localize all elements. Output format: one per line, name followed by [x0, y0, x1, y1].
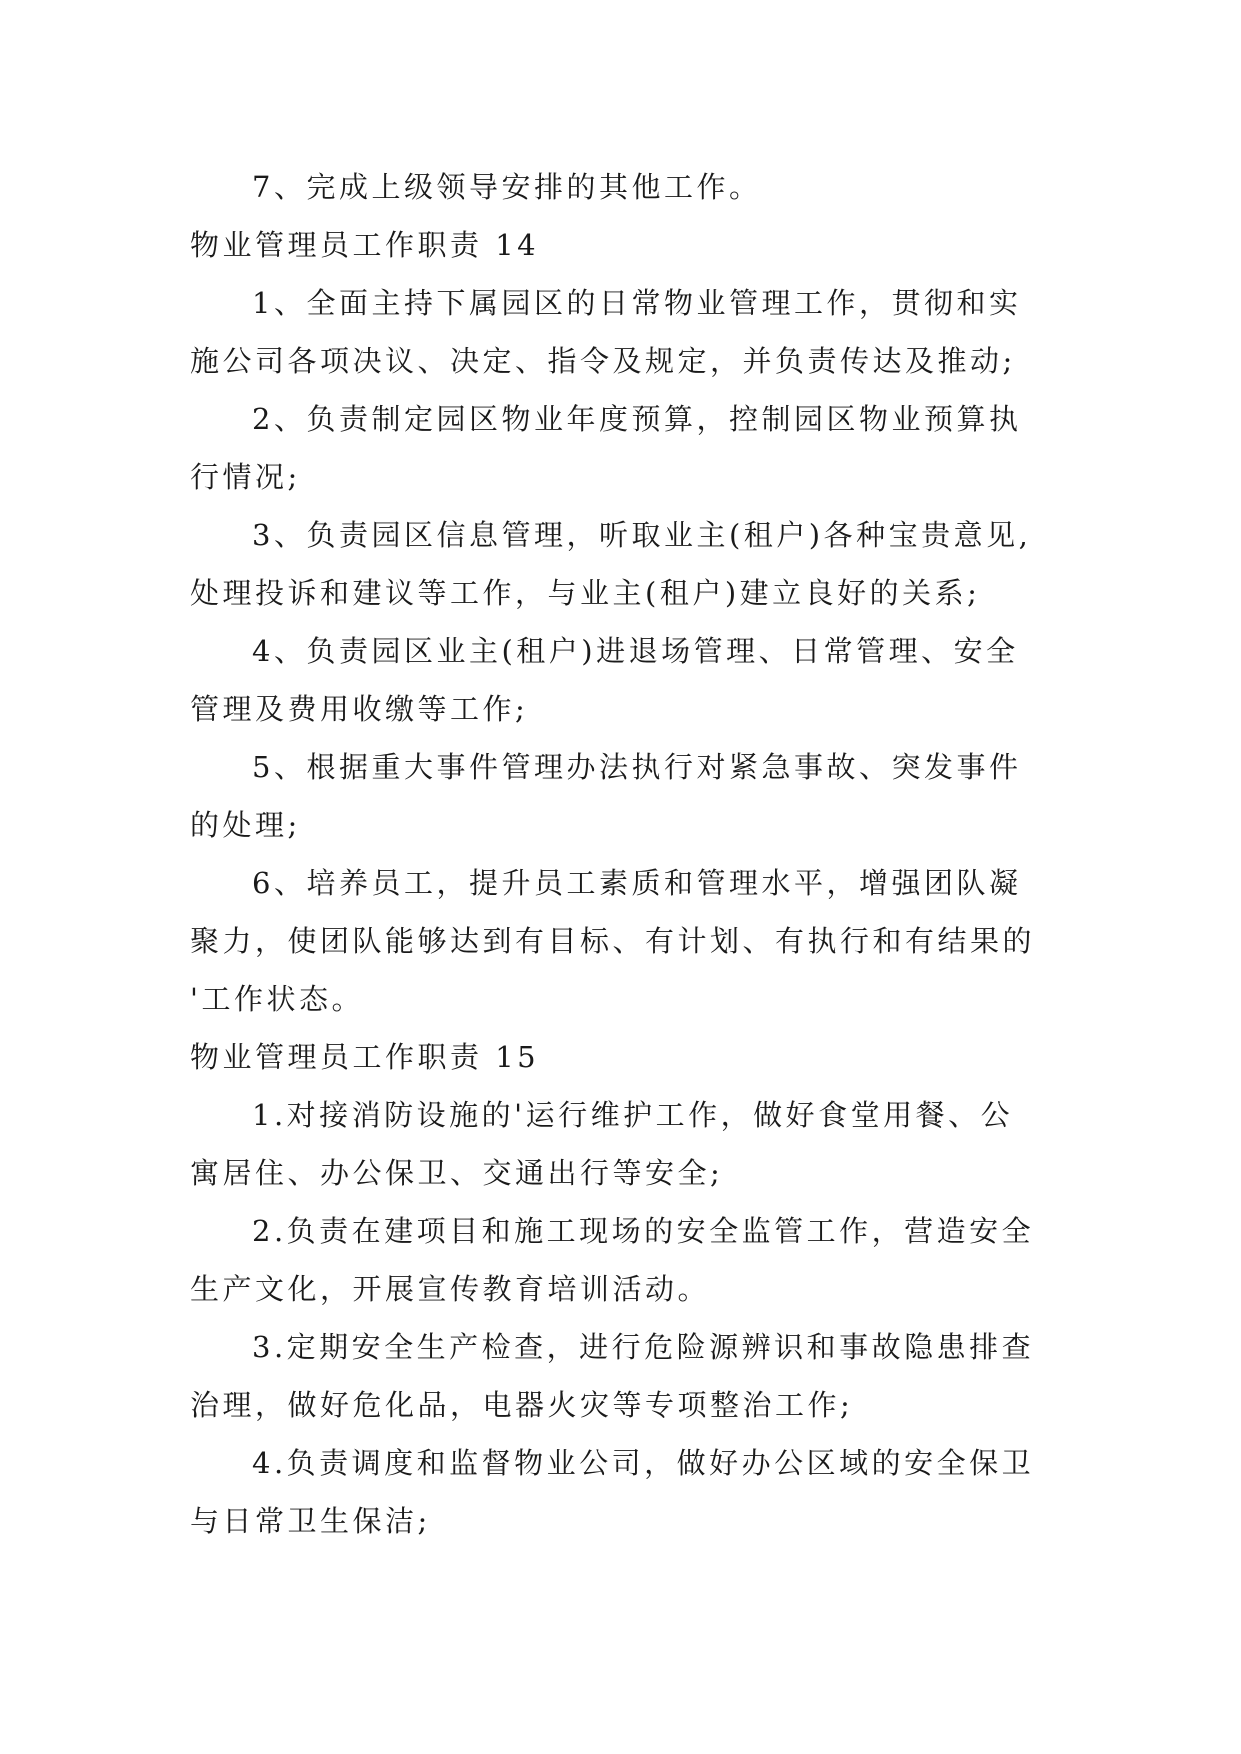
document-body	[190, 158, 1056, 1550]
paragraph-line: 寓居住、办公保卫、交通出行等安全;	[190, 1156, 724, 1190]
paragraph-line: 4、负责园区业主(租户)进退场管理、日常管理、安全	[252, 634, 1019, 668]
paragraph-line: 4.负责调度和监督物业公司，做好办公区域的安全保卫	[252, 1446, 1035, 1480]
paragraph-line: 管理及费用收缴等工作;	[190, 692, 529, 726]
paragraph-line: 3、负责园区信息管理，听取业主(租户)各种宝贵意见,	[252, 518, 1032, 552]
paragraph-line: 施公司各项决议、决定、指令及规定，并负责传达及推动;	[190, 344, 1016, 378]
paragraph-line: 的处理;	[190, 808, 301, 842]
paragraph-line: 治理，做好危化品，电器火灾等专项整治工作;	[190, 1388, 854, 1422]
paragraph-line: 2、负责制定园区物业年度预算，控制园区物业预算执	[252, 402, 1022, 436]
paragraph-line: 行情况;	[190, 460, 301, 494]
paragraph-line: '工作状态。	[190, 982, 364, 1016]
section-heading: 物业管理员工作职责 14	[190, 228, 540, 262]
paragraph-line: 2.负责在建项目和施工现场的安全监管工作，营造安全	[252, 1214, 1035, 1248]
paragraph-line: 6、培养员工，提升员工素质和管理水平，增强团队凝	[252, 866, 1022, 900]
section-heading: 物业管理员工作职责 15	[190, 1040, 540, 1074]
paragraph-line: 1、全面主持下属园区的日常物业管理工作，贯彻和实	[252, 286, 1022, 320]
paragraph-line: 与日常卫生保洁;	[190, 1504, 431, 1538]
paragraph-line: 聚力，使团队能够达到有目标、有计划、有执行和有结果的	[190, 924, 1036, 958]
paragraph-line: 1.对接消防设施的'运行维护工作，做好食堂用餐、公	[252, 1098, 1014, 1132]
paragraph-line: 生产文化，开展宣传教育培训活动。	[190, 1272, 711, 1306]
paragraph-line: 处理投诉和建议等工作，与业主(租户)建立良好的关系;	[190, 576, 981, 610]
paragraph-line: 3.定期安全生产检查，进行危险源辨识和事故隐患排查	[252, 1330, 1035, 1364]
paragraph-line: 5、根据重大事件管理办法执行对紧急事故、突发事件	[252, 750, 1022, 784]
paragraph-line: 7、完成上级领导安排的其他工作。	[252, 170, 762, 204]
